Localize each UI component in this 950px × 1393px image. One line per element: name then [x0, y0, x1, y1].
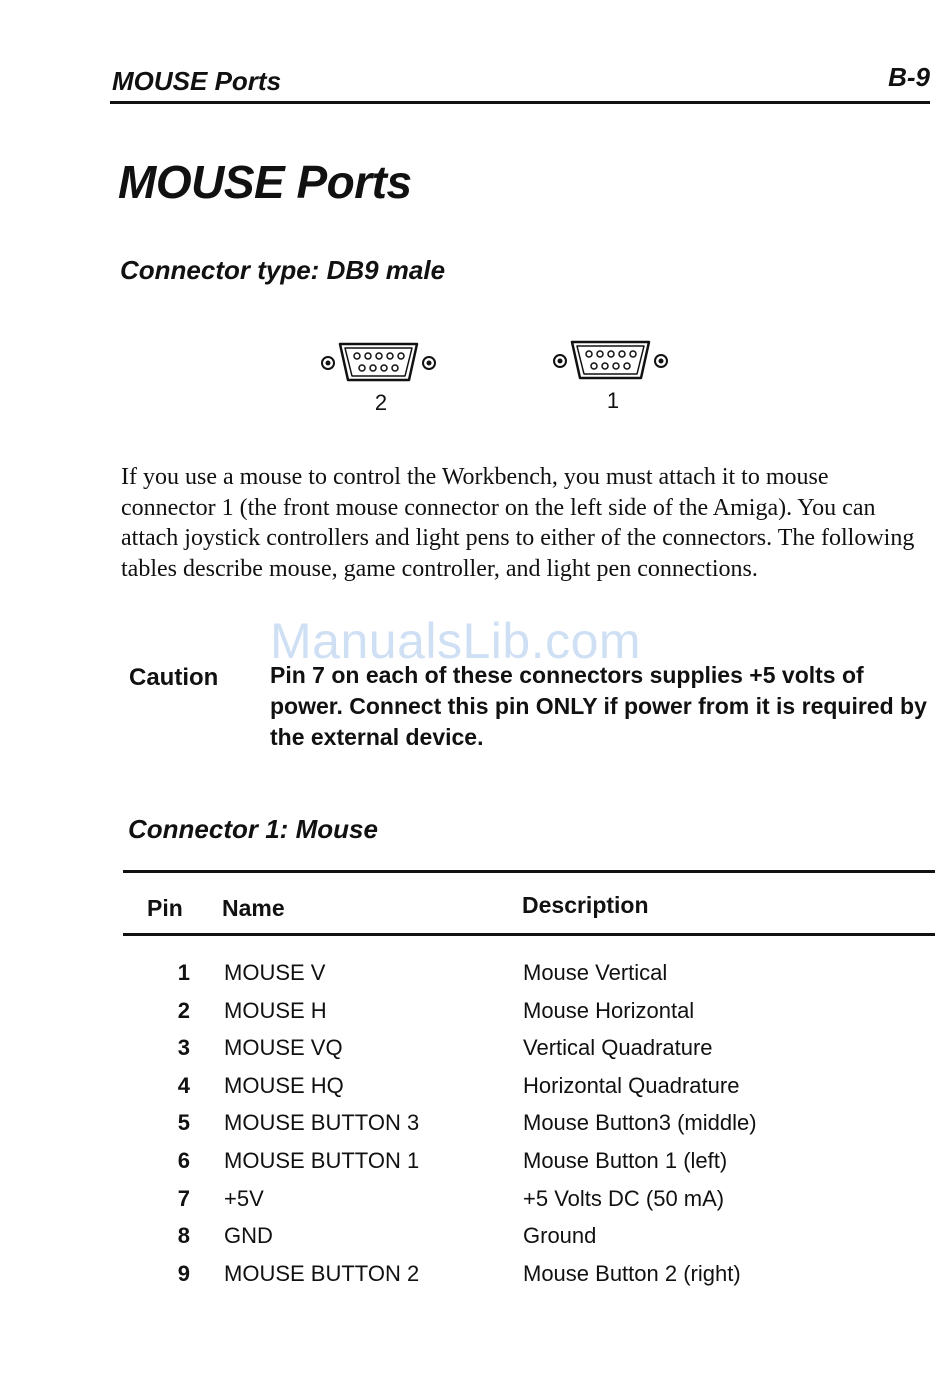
table-row [0, 1261, 950, 1298]
table-header-rule [123, 933, 935, 936]
cell-name: MOUSE HQ [224, 1072, 344, 1098]
table-row [0, 1073, 950, 1110]
header-rule [110, 101, 930, 104]
running-header-title: MOUSE Ports [112, 66, 282, 96]
page-title: MOUSE Ports [118, 156, 412, 208]
caution-text: Pin 7 on each of these connectors supplies +5 volts of power. Connect this pin ONLY if power from it is required by the external device. [270, 662, 927, 750]
db9-connector-icon [316, 330, 446, 390]
watermark: ManualsLib.com [270, 613, 642, 669]
cell-name: MOUSE V [224, 960, 326, 985]
caution-label: Caution [129, 664, 219, 691]
table-header-name: Name [222, 895, 285, 921]
db9-connector-1 [548, 328, 678, 418]
table-row [0, 1186, 950, 1223]
table-title: Connector 1: Mouse [128, 814, 378, 844]
body-paragraph: If you use a mouse to control the Workbench, you must attach it to mouse connector 1 (the front mouse connector on the left side of the Amiga). You can attach joystick controllers and light pens to either of the connectors. The following tables describe mouse, game controller, and light pen connections. [121, 464, 915, 582]
page-number: B-9 [888, 62, 930, 92]
cell-description: Mouse Button 2 (right) [523, 1260, 741, 1286]
table-row [0, 998, 950, 1035]
cell-name: GND [224, 1223, 273, 1249]
cell-pin: 4 [177, 1072, 190, 1098]
cell-description: Mouse Vertical [523, 960, 668, 985]
cell-description: Mouse Button3 (middle) [523, 1110, 757, 1136]
cell-pin: 2 [177, 997, 190, 1023]
cell-name: MOUSE BUTTON 3 [224, 1110, 420, 1136]
db9-connector-2 [316, 330, 446, 420]
cell-description: Vertical Quadrature [523, 1035, 713, 1061]
db9-connector-icon [548, 328, 678, 388]
cell-pin: 8 [177, 1223, 190, 1249]
table-header-pin: Pin [147, 895, 183, 921]
cell-name: MOUSE BUTTON 1 [224, 1148, 420, 1173]
cell-pin: 1 [177, 960, 190, 985]
cell-description: Mouse Horizontal [523, 997, 695, 1023]
cell-pin: 6 [177, 1148, 190, 1173]
cell-name: +5V [224, 1185, 264, 1211]
table-top-rule [123, 870, 935, 873]
connector-type-heading: Connector type: DB9 male [120, 255, 446, 285]
cell-name: MOUSE VQ [224, 1035, 343, 1061]
connector-label-1: 1 [606, 388, 620, 413]
cell-name: MOUSE H [224, 997, 327, 1023]
cell-description: Horizontal Quadrature [523, 1072, 740, 1098]
table-row [0, 1148, 950, 1185]
table-row [0, 960, 950, 997]
cell-pin: 7 [177, 1185, 190, 1211]
cell-name: MOUSE BUTTON 2 [224, 1260, 420, 1286]
cell-pin: 9 [177, 1260, 190, 1286]
table-row [0, 1110, 950, 1147]
table-row [0, 1223, 950, 1260]
table-row [0, 1035, 950, 1072]
cell-description: Ground [523, 1223, 597, 1249]
cell-pin: 5 [177, 1110, 190, 1136]
cell-pin: 3 [177, 1035, 190, 1061]
cell-description: Mouse Button 1 (left) [523, 1148, 728, 1173]
cell-description: +5 Volts DC (50 mA) [523, 1185, 725, 1211]
table-header-description: Description [522, 892, 649, 918]
connector-label-2: 2 [374, 390, 388, 415]
